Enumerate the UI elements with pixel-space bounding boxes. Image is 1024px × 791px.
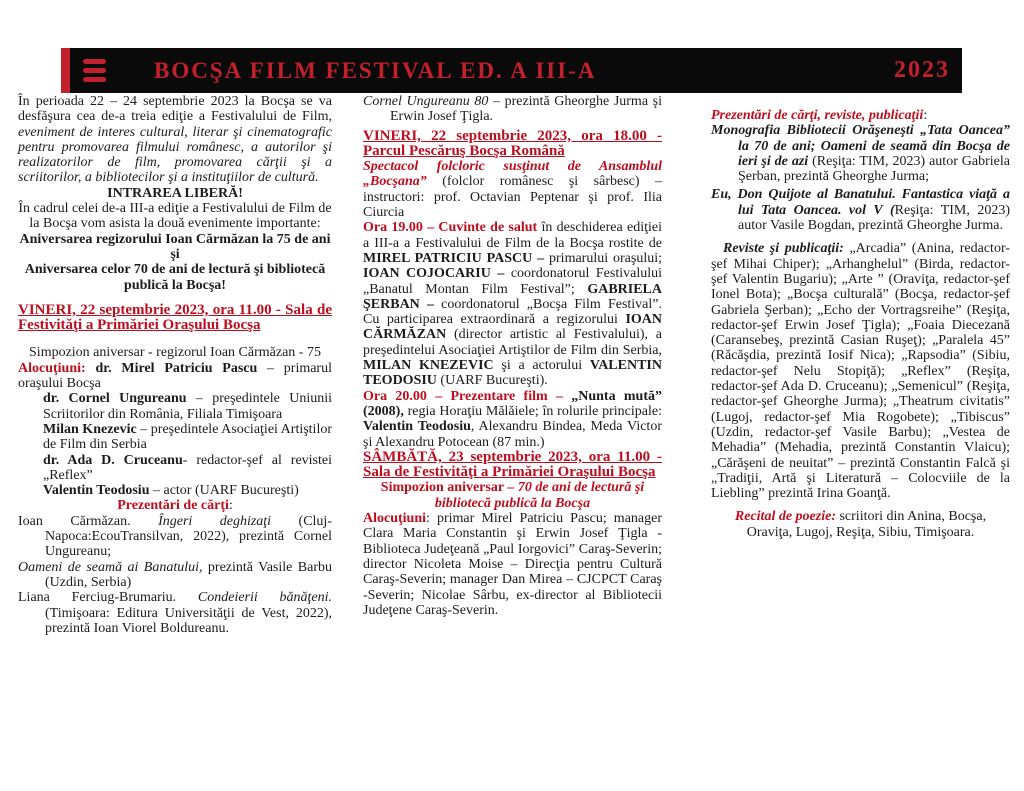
symposium-carmazan bbox=[18, 345, 332, 360]
text-run: În cadrul celei de-a III-a ediţie a Festivalului de Film de la Bocşa vom asista la două evenimente importante: bbox=[18, 201, 332, 232]
paragraph bbox=[363, 94, 662, 125]
text-run: dr. Mirel Patriciu Pascu bbox=[85, 360, 268, 376]
text-run: (Cluj-Napoca:EcouTransilvan, 2022), prezintă Cornel Ungureanu; bbox=[45, 513, 332, 560]
text-run: Spectacol folcloric susţinut de Ansamblul „Bocşana” bbox=[363, 159, 662, 190]
text-run: Alocuţiuni: bbox=[18, 360, 86, 376]
column-2 bbox=[363, 94, 662, 618]
book-presentations-heading bbox=[18, 498, 332, 513]
text-run: INTRAREA LIBERĂ! bbox=[107, 185, 243, 201]
paragraph bbox=[18, 422, 332, 453]
text-run: IOAN CĂRMĂZAN bbox=[363, 312, 662, 343]
text-run: – primarul oraşului Bocşa bbox=[18, 360, 332, 392]
text-run: (director artistic al Festivalului), a preşedintelui Asociaţiei Artiştilor de Film din Serbia, bbox=[363, 327, 662, 358]
paragraph bbox=[18, 391, 332, 422]
text-run: dr. Ada D. Cruceanu bbox=[43, 452, 183, 468]
text-run: Recital de poezie: bbox=[734, 509, 840, 525]
text-run: eveniment de interes cultural, literar şi cinematografic pentru promovarea filmului românesc, a autorilor şi realizatorilor de film, promovarea cărţii şi a scriitorilor, a bibliotecilor şi a instituţiilor de cultură. bbox=[18, 124, 332, 186]
text-run: Aniversarea celor 70 de ani de lectură şi bibliotecă publică la Bocşa! bbox=[24, 262, 326, 293]
text-run: : bbox=[923, 108, 928, 123]
menu-bar bbox=[83, 68, 106, 73]
poetry-recital bbox=[711, 509, 1010, 540]
text-run: coordonatorul „Bocşa Film Festival”. Cu participarea extraordinară a regizorului bbox=[363, 296, 662, 328]
text-run: Alocuţiuni bbox=[363, 511, 427, 527]
text-run: Reviste şi publicaţii: bbox=[723, 241, 850, 257]
text-run: (UARF Bucureşti). bbox=[436, 373, 548, 389]
text-run: VALENTIN TEODOSIU bbox=[363, 358, 662, 389]
text-run: Condeierii bănăţeni. bbox=[197, 590, 332, 606]
text-run: şi bbox=[170, 246, 180, 262]
paragraph bbox=[711, 187, 1010, 233]
text-run: Ora 20.00 – Prezentare film – bbox=[363, 388, 572, 404]
text-run: Simpozion aniversar – bbox=[380, 480, 518, 496]
text-run: în deschiderea ediţiei a III-a a Festivalului de Film de la Bocşa rostite de bbox=[363, 220, 662, 251]
text-run: Prezentări de cărţi bbox=[117, 498, 229, 514]
text-run: (folclor românesc şi sârbesc) – instructori: prof. Octavian Peptenar şi prof. Ilia Ciurcia bbox=[363, 174, 662, 221]
opening-words bbox=[363, 220, 662, 388]
text-run: (Timişoara: Editura Universităţii de Vest, 2022), prezintă Ioan Viorel Boldureanu. bbox=[45, 605, 332, 636]
text-run: GABRIELA ŞERBAN – bbox=[363, 281, 662, 312]
text-run: coordonatorul Festivalului „Banatul Montan Film Festival”; bbox=[363, 266, 662, 297]
left-red-stripe bbox=[61, 48, 70, 93]
event-heading-saturday-11 bbox=[363, 450, 662, 481]
text-run: „Nunta mută” (2008), bbox=[363, 388, 662, 419]
text-run: – prezintă Gheorghe Jurma şi Erwin Josef Ţigla. bbox=[390, 94, 662, 125]
text-run: Prezentări de cărţi, reviste, publicaţii bbox=[711, 108, 924, 123]
text-run: Milan Knezevic bbox=[43, 421, 137, 437]
text-run: Eu, Don Quijote al Banatului. Fantastica viaţă a lui Tata Oancea. vol V ( bbox=[711, 187, 1010, 218]
festival-title: BOCŞA FILM FESTIVAL ED. A III-A bbox=[154, 57, 597, 83]
paragraph bbox=[18, 560, 332, 591]
text-run: 70 de ani de lectură şi bibliotecă publică la Bocşa bbox=[434, 480, 645, 511]
paragraph bbox=[711, 123, 1010, 184]
column-3 bbox=[711, 94, 1010, 540]
program-columns bbox=[18, 94, 1010, 636]
intro-paragraph bbox=[18, 94, 332, 186]
text-run: Oameni de seamă ai Banatului, bbox=[18, 559, 203, 575]
text-run: Valentin Teodosiu bbox=[43, 483, 150, 499]
speeches-list-intro bbox=[18, 361, 332, 392]
speeches-saturday bbox=[363, 511, 662, 618]
text-run: , Alexandru Bindea, Meda Victor şi Alexandru Potocean (87 min.) bbox=[363, 419, 662, 450]
text-run: Monografia Bibliotecii Orăşeneşti „Tata Oancea” la 70 de ani; Oameni de seamă din Bocşa de ieri şi de azi bbox=[711, 123, 1010, 169]
text-run: dr. Cornel Ungureanu bbox=[43, 391, 187, 407]
paragraph bbox=[18, 514, 332, 560]
text-run: regia Horaţiu Mălăiele; în rolurile principale: bbox=[407, 403, 662, 419]
text-run: IOAN COJOCARIU – bbox=[363, 266, 505, 282]
text-run: - redactor-şef al revistei „Reflex” bbox=[43, 452, 332, 483]
text-run: Ioan Cărmăzan. bbox=[18, 513, 159, 529]
text-run: SÂMBĂTĂ, 23 septembrie 2023, ora 11.00 - Sala de Festivităţi a Primăriei Oraşului Bocşa bbox=[363, 448, 662, 481]
text-run: Liana Ferciug-Brumariu. bbox=[18, 590, 198, 606]
text-run: Reşiţa: TIM, 2023) autor Vasile Bogdan, prezintă Gheorghe Jurma. bbox=[738, 202, 1010, 234]
hamburger-menu-icon bbox=[83, 59, 106, 82]
event-heading-friday-18 bbox=[363, 129, 662, 160]
paragraph bbox=[18, 247, 332, 262]
text-run: MILAN KNEZEVIC bbox=[363, 358, 494, 374]
text-run: primarului oraşului; bbox=[544, 250, 662, 266]
folk-show bbox=[363, 159, 662, 220]
text-run: Valentin Teodosiu bbox=[363, 419, 471, 435]
magazines-paragraph bbox=[711, 241, 1010, 501]
free-entry-heading bbox=[18, 186, 332, 201]
event-heading-friday-11 bbox=[18, 303, 332, 334]
paragraph bbox=[18, 201, 332, 232]
text-run: Ora 19.00 – Cuvinte de salut bbox=[363, 220, 538, 236]
text-run: : primar Mirel Patriciu Pascu; manager Clara Maria Constantin şi Erwin Josef Ţigla - Biblioteca Judeţeană „Paul Iorgovici” Caraş-Severin; director Nicoleta Moise – Direcţia pentru Cultură Caraş-Severin; manager Dan Mirea – CJCPCT Caraş -Severin; Nicolae Sârbu, ex-director al Bibliotecii Judeţene Caraş-Severin. bbox=[363, 511, 662, 618]
paragraph bbox=[18, 453, 332, 484]
menu-bar bbox=[83, 59, 106, 64]
text-run: şi a actorului bbox=[493, 358, 590, 374]
text-run: Simpozion aniversar - regizorul Ioan Cărmăzan - 75 bbox=[29, 345, 321, 361]
text-run: – actor (UARF Bucureşti) bbox=[149, 483, 299, 499]
text-run: – preşedintele Asociaţiei Artiştilor de Film din Serbia bbox=[43, 421, 333, 453]
text-run: – preşedintele Uniunii Scriitorilor din România, Filiala Timişoara bbox=[43, 391, 332, 422]
festival-year: 2023 bbox=[894, 57, 950, 83]
text-run: prezintă Vasile Barbu (Uzdin, Serbia) bbox=[45, 559, 332, 590]
text-run: VINERI, 22 septembrie 2023, ora 18.00 - Parcul Pescăruş Bocşa Română bbox=[363, 127, 662, 159]
text-run: Aniversarea regizorului Ioan Cărmăzan la 75 de ani bbox=[19, 231, 331, 247]
paragraph bbox=[18, 483, 332, 498]
paragraph bbox=[18, 590, 332, 636]
text-run: Cornel Ungureanu 80 bbox=[363, 94, 489, 109]
text-run: „Arcadia” (Anina, redactor-şef Mihai Chiper); „Arhanghelul” (Birda, redactor-şef Valentin Bugariu); „Arte ” (Oraviţa, redactor-şef Ionel Bota); „Bocşa culturală” (Bocşa, redactor-şef Gabriela Şerban); „Echo der Vortragsreihe” (Reşiţa, redactor-şef Erwin Josef Ţigla); „Foaia Diecezană (Caransebeş, prezintă Casian Ruşeţ); „Paralela 45” (Răcăşdia, prezintă Iosif Nica); „Rapsodia” (Sibiu, redactor-şef Nelu Stopiţă); „Reflex” (Reşiţa, redactor-şef Ada D. Cruceanu); „Semenicul” (Reşiţa, redactor-şef Gheorghe Jurma); „Theatrum civitatis” (Lugoj, redactor-şef Mia Rogobete); „Tibiscus” (Uzdin, redactor-şef Vasile Barbu); „Vestea de Mehadia” (Mehadia, prezintă Constantin Vlaicu); „Cărăşeni de neuitat” – prezintă Constantin Falcă şi „Tradiţii, Artă şi Literatură – Colocviile de la Liebling” prezintă Irina Goanţă. bbox=[711, 241, 1010, 502]
text-run: MIREL PATRICIU PASCU – bbox=[363, 250, 545, 266]
text-run: Îngeri deghizaţi bbox=[158, 513, 272, 529]
text-run: scriitori din Anina, Bocşa, Oraviţa, Lugoj, Reşiţa, Sibiu, Timişoara. bbox=[746, 509, 987, 540]
paragraph bbox=[18, 262, 332, 293]
text-run: VINERI, 22 septembrie 2023, ora 11.00 - Sala de Festivităţi a Primăriei Oraşului Bocşa bbox=[18, 301, 332, 334]
symposium-library bbox=[363, 480, 662, 511]
text-run: În perioada 22 – 24 septembrie 2023 la Bocşa se va desfăşura cea de-a treia ediţie a Festivalului de Film, bbox=[18, 94, 332, 125]
text-run: : bbox=[228, 498, 233, 514]
column-1 bbox=[18, 94, 332, 636]
menu-bar bbox=[83, 77, 106, 82]
books-magazines-heading bbox=[711, 108, 1010, 123]
paragraph bbox=[18, 232, 332, 247]
film-presentation bbox=[363, 389, 662, 450]
header-bar bbox=[61, 48, 962, 93]
text-run: (Reşiţa: TIM, 2023) autor Gabriela Şerban, prezintă Gheorghe Jurma; bbox=[738, 153, 1010, 185]
